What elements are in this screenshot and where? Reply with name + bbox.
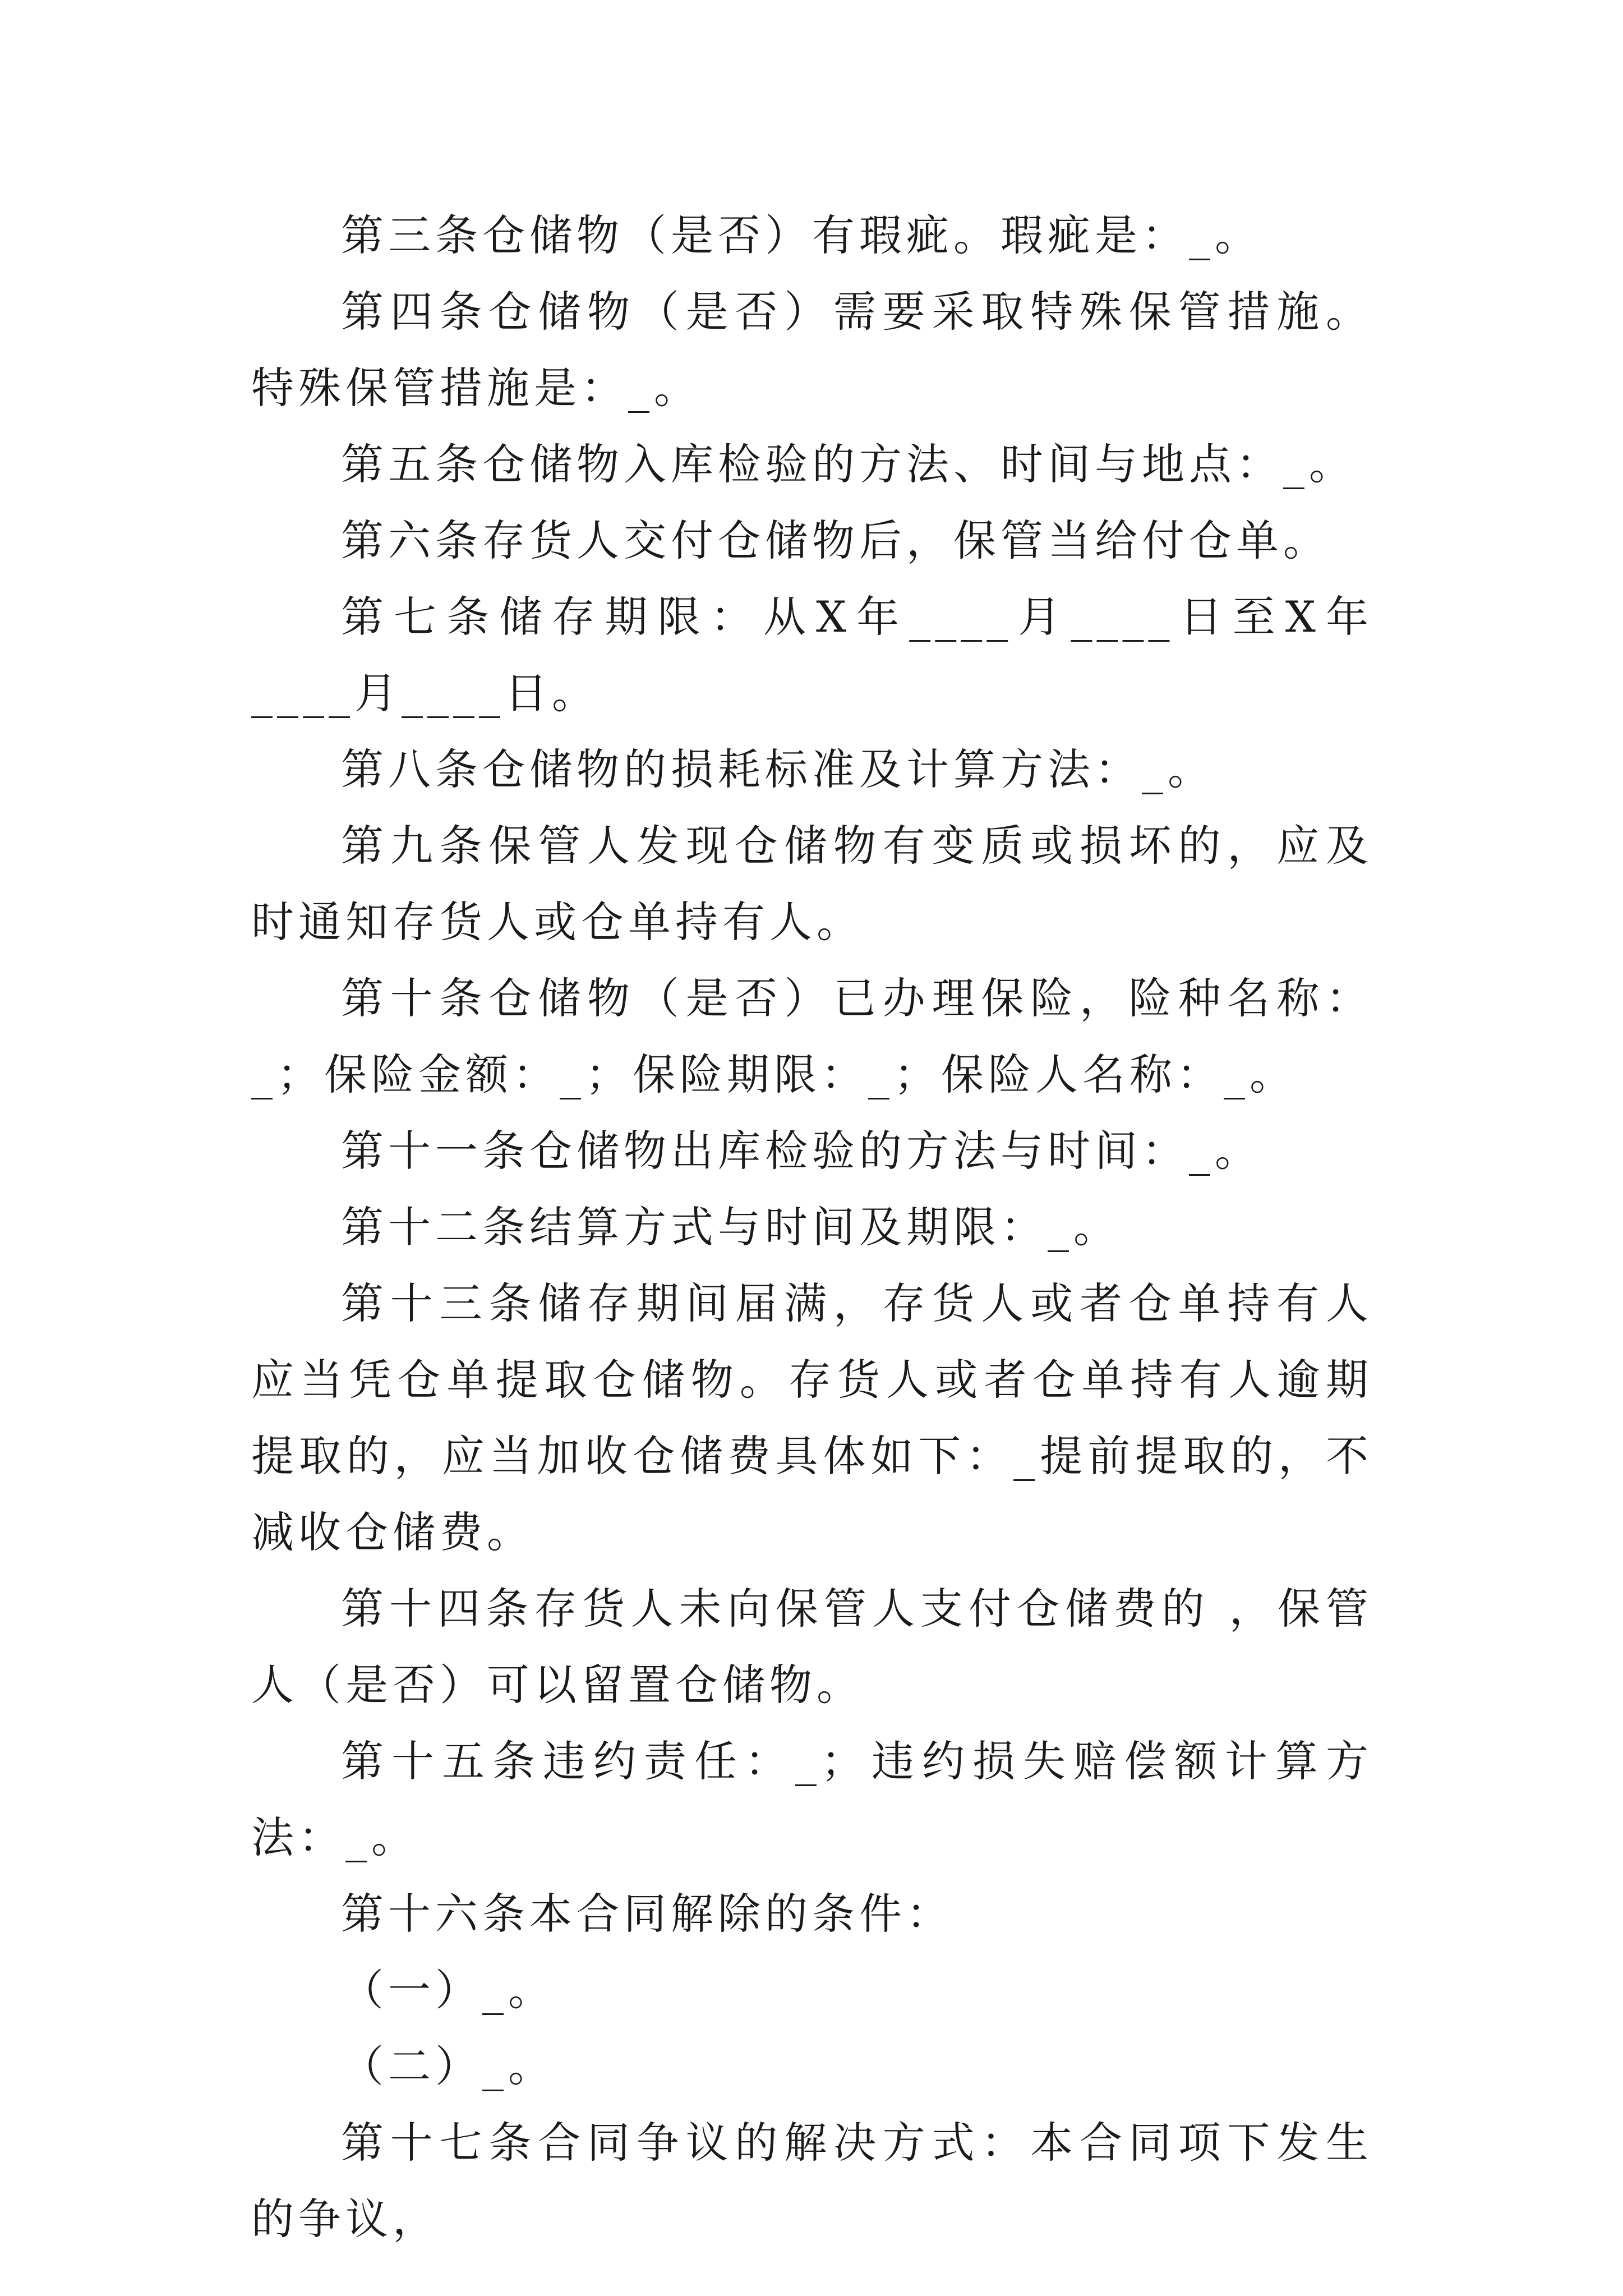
article-15: 第十五条违约责任：_；违约损失赔偿额计算方法：_。 — [251, 1736, 1373, 1862]
article-6: 第六条存货人交付仓储物后，保管当给付仓单。 — [341, 516, 1330, 565]
article-8: 第八条仓储物的损耗标准及计算方法：_。 — [341, 744, 1215, 794]
article-16-item-1: （一）_。 — [341, 1965, 555, 2015]
document-body — [251, 197, 1373, 2257]
article-3: 第三条仓储物（是否）有瑕疵。瑕疵是：_。 — [341, 210, 1262, 260]
article-4: 第四条仓储物（是否）需要采取特殊保管措施。特殊保管措施是：_。 — [251, 287, 1373, 413]
article-17: 第十七条合同争议的解决方式：本合同项下发生的争议， — [251, 2118, 1373, 2244]
article-10: 第十条仓储物（是否）已办理保险，险种名称：_；保险金额：_；保险期限：_；保险人名称：_。 — [251, 973, 1373, 1099]
article-9: 第九条保管人发现仓储物有变质或损坏的，应及时通知存货人或仓单持有人。 — [251, 821, 1373, 947]
article-14: 第十四条存货人未向保管人支付仓储费的 ，保管人（是否）可以留置仓储物。 — [251, 1584, 1373, 1710]
article-7: 第七条储存期限：从X年____月____日至X年____月____日。 — [251, 592, 1373, 718]
article-12: 第十二条结算方式与时间及期限：_。 — [341, 1202, 1121, 1252]
article-5: 第五条仓储物入库检验的方法、时间与地点：_。 — [341, 439, 1356, 489]
article-16: 第十六条本合同解除的条件： — [341, 1889, 953, 1939]
article-16-item-2: （二）_。 — [341, 2041, 555, 2091]
article-11: 第十一条仓储物出库检验的方法与时间：_。 — [341, 1126, 1262, 1176]
article-13: 第十三条储存期间届满，存货人或者仓单持有人应当凭仓单提取仓储物。存货人或者仓单持有人逾期提取的，应当加收仓储费具体如下：_提前提取的，不减收仓储费。 — [251, 1278, 1373, 1557]
